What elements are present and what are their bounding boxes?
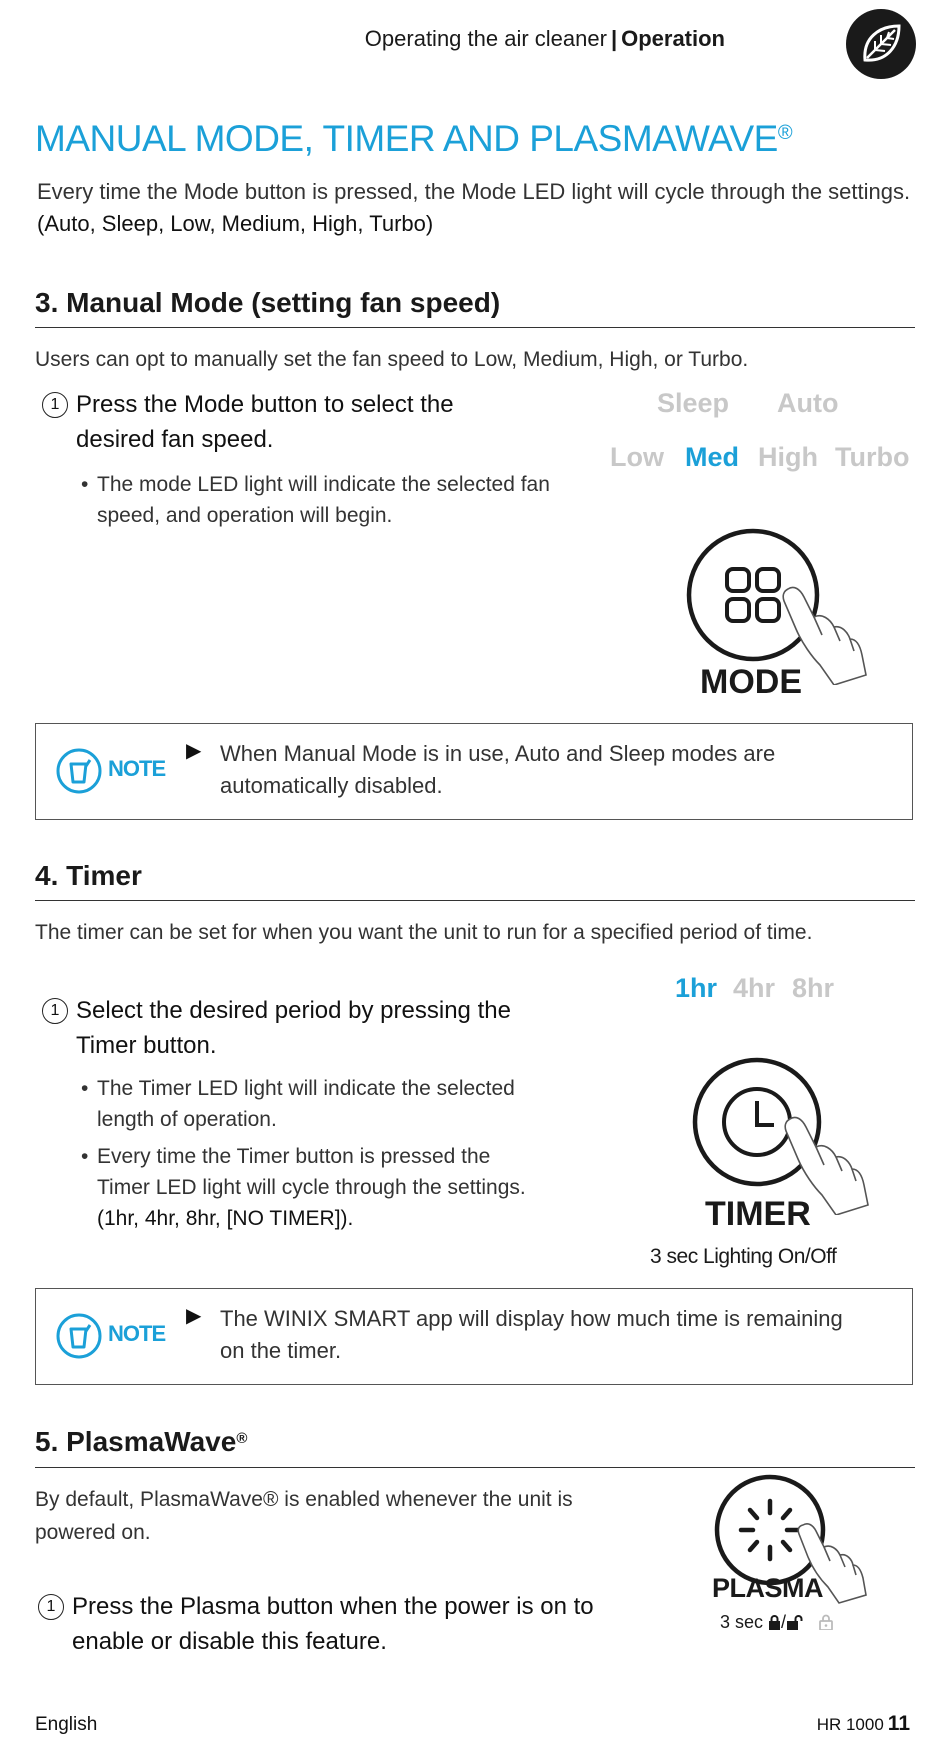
bullet-settings: (1hr, 4hr, 8hr, [NO TIMER]). (97, 1207, 354, 1230)
plasmawave-heading (35, 1426, 247, 1458)
note-label: NOTE (108, 1321, 166, 1346)
timer-option-4hr: 4hr (733, 973, 776, 1003)
note-box-timer (35, 1288, 913, 1385)
note-icon (56, 748, 102, 794)
header-chapter: Operation (621, 26, 725, 51)
manual-mode-step (42, 387, 582, 457)
note-text: When Manual Mode is in use, Auto and Sleep modes are automatically disabled. (220, 741, 776, 798)
plasma-sub-label (720, 1612, 833, 1633)
page-header (365, 26, 725, 52)
timer-bullet-2: • Every time the Timer button is pressed the Timer LED light will cycle through the settings. (1hr, 4hr, 8hr, [NO TIMER]). (81, 1145, 526, 1230)
plasma-button-label: PLASMA (712, 1573, 823, 1603)
note-box-manual-mode (35, 723, 913, 820)
bullet-text: Every time the Timer button is pressed the Timer LED light will cycle through the settings. (97, 1145, 526, 1199)
plasma-burst-icon (741, 1501, 799, 1559)
plasmawave-description: By default, PlasmaWave® is enabled whenever the unit is powered on. (35, 1488, 573, 1544)
speed-high: High (758, 442, 818, 472)
registered-mark: ® (777, 122, 793, 144)
lock-open-icon (786, 1615, 804, 1630)
note-icon (56, 1313, 102, 1359)
section-divider (35, 1467, 915, 1468)
intro-paragraph (37, 176, 917, 240)
section-divider (35, 900, 915, 901)
timer-step (42, 993, 582, 1063)
note-arrow-icon: ▶ (186, 740, 202, 762)
speed-turbo: Turbo (835, 442, 910, 472)
step-text: Select the desired period by pressing the Timer button. (76, 997, 511, 1059)
speed-med: Med (685, 442, 739, 472)
header-separator: | (610, 26, 618, 51)
slash: / (781, 1612, 787, 1632)
page-title-text: MANUAL MODE, TIMER AND PLASMAWAVE (35, 118, 778, 159)
intro-text: Every time the Mode button is pressed, the Mode LED light will cycle through the settings. (37, 179, 911, 204)
mode-grid-icon (727, 569, 779, 621)
speed-sleep: Sleep (657, 388, 730, 418)
registered-mark: ® (236, 1430, 248, 1447)
page-number: 11 (887, 1712, 910, 1735)
speed-auto: Auto (777, 388, 839, 418)
clock-icon (724, 1089, 790, 1155)
speed-low: Low (610, 442, 664, 472)
mode-button-label: MODE (700, 663, 802, 701)
section-divider (35, 327, 915, 328)
plasmawave-heading-text: 5. PlasmaWave (35, 1426, 237, 1457)
leaf-icon (845, 8, 917, 80)
plasmawave-step (38, 1589, 628, 1659)
timer-option-1hr: 1hr (675, 973, 718, 1003)
page-title (35, 118, 792, 160)
step-text: Press the Plasma button when the power is on to enable or disable this feature. (72, 1593, 594, 1655)
note-arrow-icon: ▶ (186, 1305, 202, 1327)
step-text: Press the Mode button to select the desired fan speed. (76, 391, 454, 453)
header-section: Operating the air cleaner (364, 26, 607, 51)
timer-button[interactable] (690, 1055, 890, 1215)
note-text: The WINIX SMART app will display how much time is remaining on the timer. (220, 1306, 843, 1363)
note-label: NOTE (108, 756, 166, 781)
timer-bullet-1: • The Timer LED light will indicate the selected length of operation. (81, 1077, 515, 1131)
footer-model: HR 1000 (816, 1715, 884, 1734)
footer-language: English (35, 1714, 98, 1735)
lock-indicator-icon (819, 1614, 833, 1630)
timer-description: The timer can be set for when you want the unit to run for a specified period of time. (35, 921, 813, 944)
manual-mode-heading: 3. Manual Mode (setting fan speed) (35, 287, 501, 318)
timer-sub-label: 3 sec Lighting On/Off (650, 1245, 837, 1268)
intro-settings: (Auto, Sleep, Low, Medium, High, Turbo) (37, 211, 434, 236)
timer-heading: 4. Timer (35, 860, 142, 891)
step-number: 1 (38, 1594, 64, 1620)
footer-page-info (817, 1712, 910, 1736)
lock-closed-icon (768, 1615, 781, 1630)
manual-mode-description: Users can opt to manually set the fan speed to Low, Medium, High, or Turbo. (35, 348, 749, 371)
step-number: 1 (42, 392, 68, 418)
manual-mode-bullet: • The mode LED light will indicate the selected fan speed, and operation will begin. (81, 473, 550, 527)
step-number: 1 (42, 998, 68, 1024)
bullet-text: The Timer LED light will indicate the selected length of operation. (97, 1077, 515, 1131)
mode-button[interactable] (684, 525, 884, 685)
timer-button-label: TIMER (705, 1195, 811, 1233)
timer-option-8hr: 8hr (792, 973, 835, 1003)
plasma-sub-label-text: 3 sec (720, 1612, 764, 1632)
bullet-text: The mode LED light will indicate the selected fan speed, and operation will begin. (97, 473, 550, 527)
